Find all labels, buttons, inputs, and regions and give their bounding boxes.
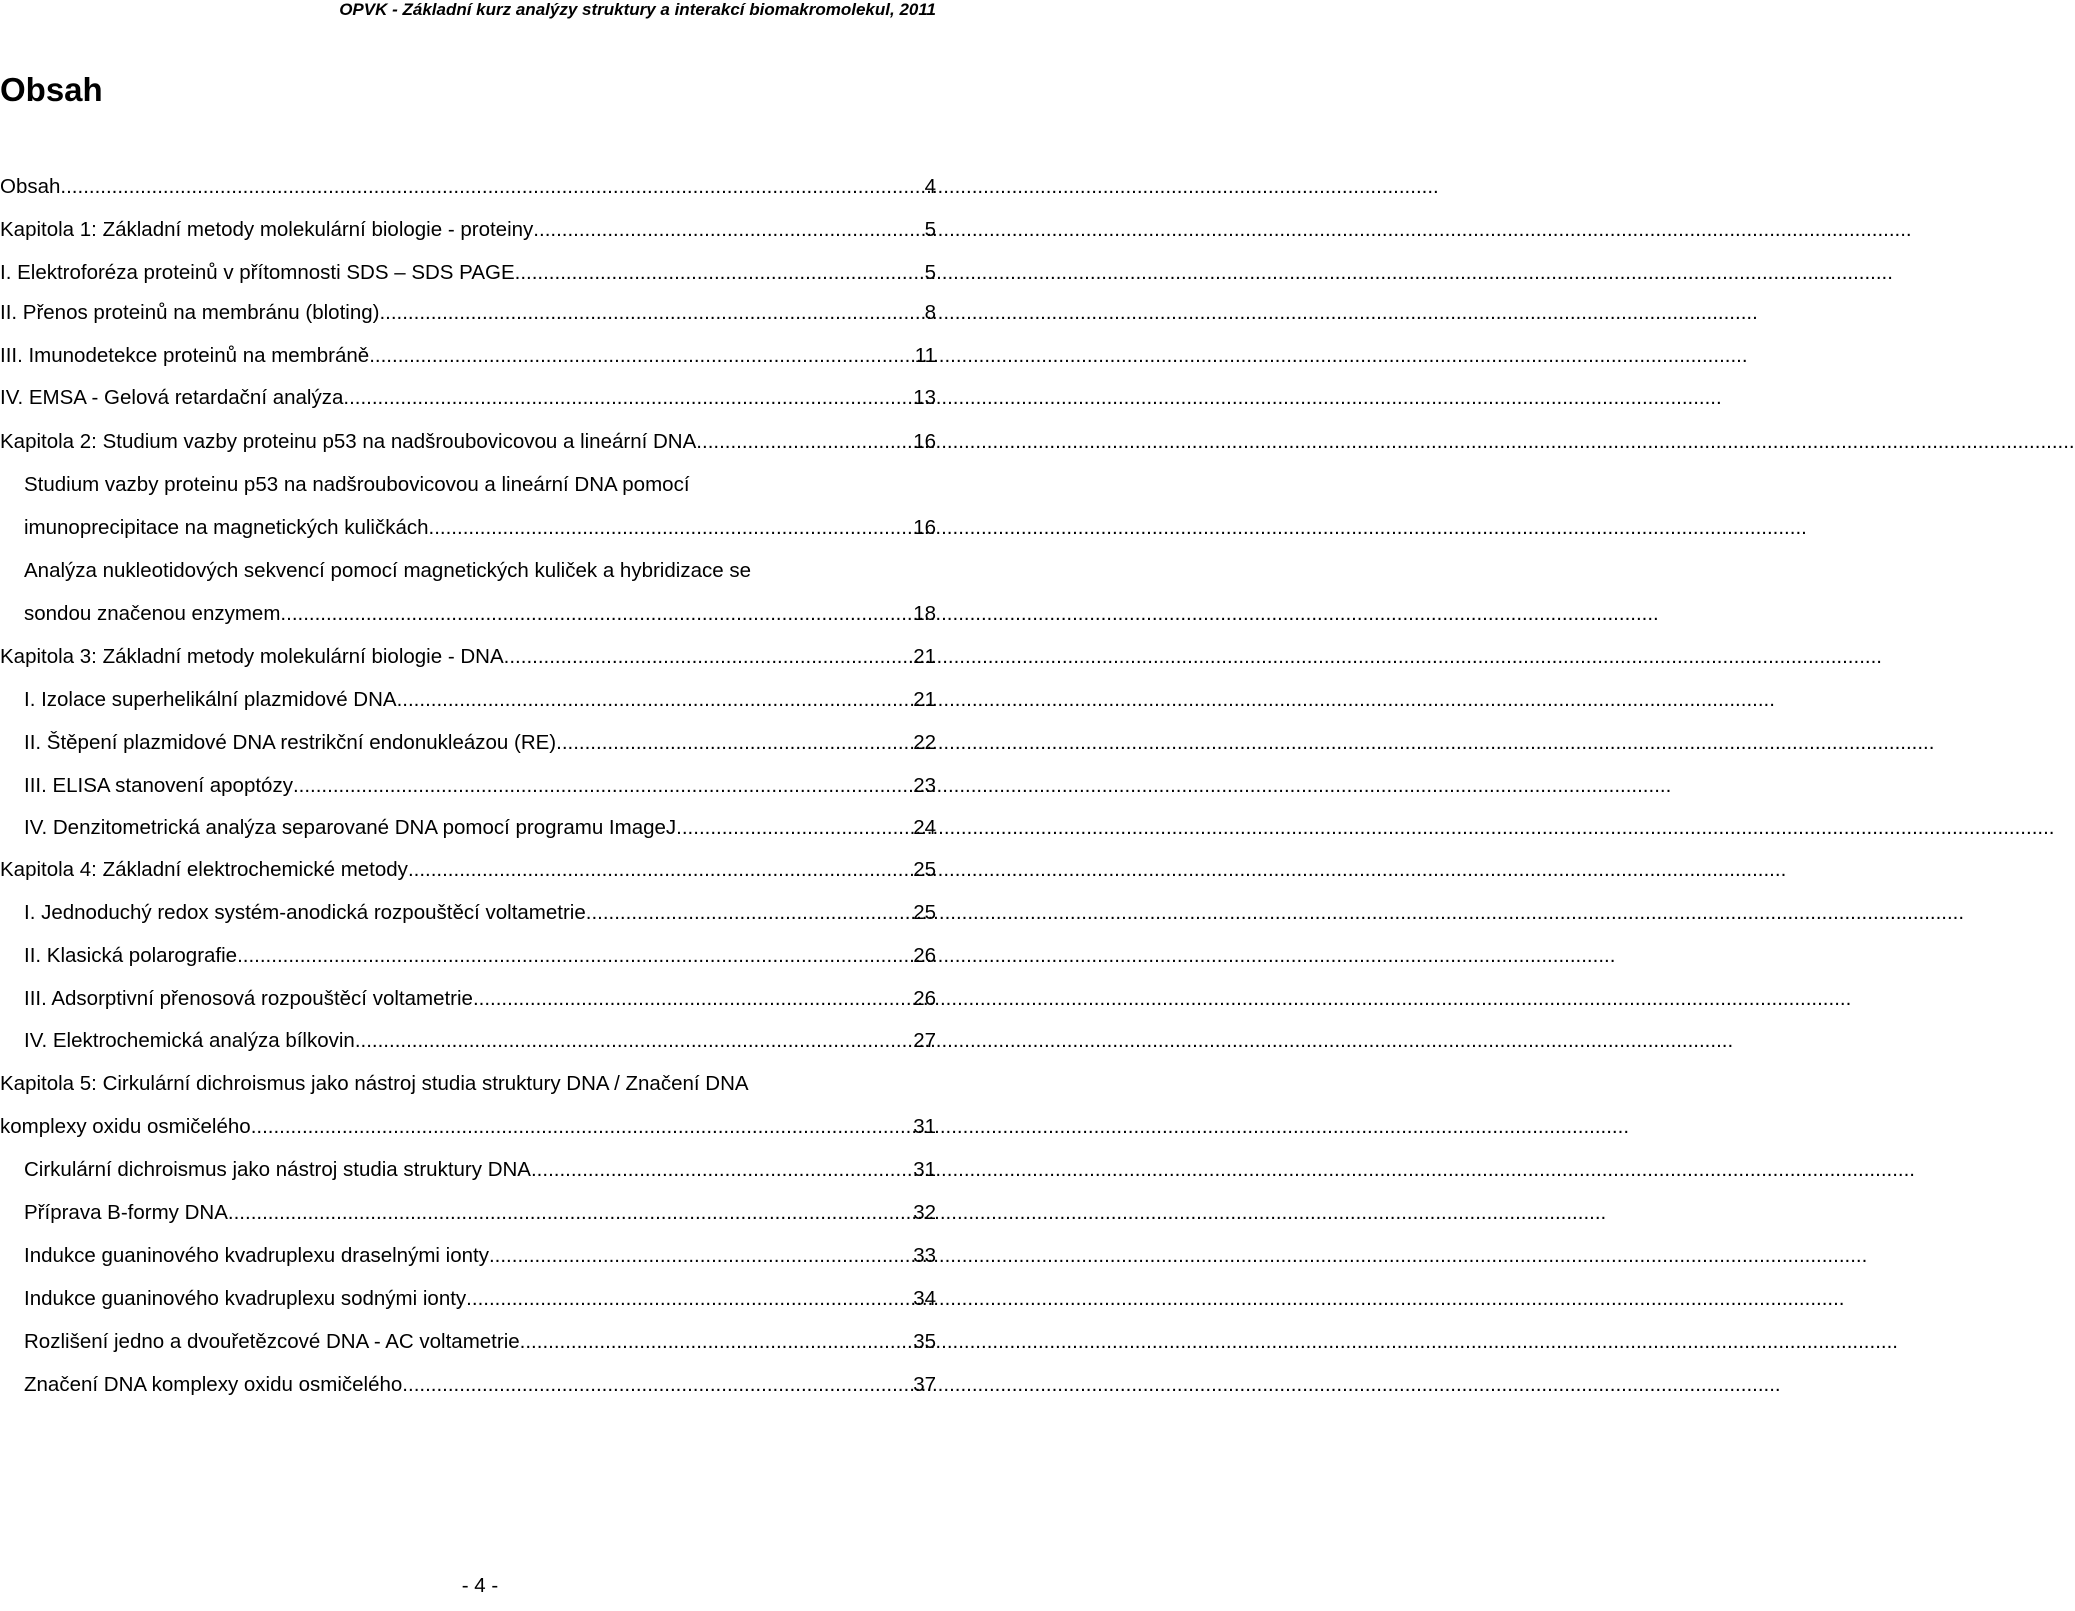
- toc-entry[interactable]: [0, 1026, 936, 1056]
- toc-entry-label: Indukce guaninového kvadruplexu sodnými ionty: [24, 1287, 467, 1310]
- toc-entry[interactable]: [0, 172, 936, 202]
- toc-entry[interactable]: [0, 383, 936, 413]
- toc-page-number: 16: [913, 430, 936, 453]
- dot-leader: [408, 855, 909, 885]
- toc-entry-label: Značení DNA komplexy oxidu osmičelého: [24, 1373, 403, 1396]
- toc-entry-line: Analýza nukleotidových sekvencí pomocí magnetických kuliček a hybridizace se: [24, 559, 751, 582]
- toc-entry[interactable]: [0, 1284, 936, 1314]
- toc-entry[interactable]: [0, 1198, 936, 1228]
- toc-page-number: 8: [924, 301, 936, 324]
- toc-page-number: 5: [924, 261, 936, 284]
- toc-entry[interactable]: [0, 898, 936, 928]
- toc-entry[interactable]: [0, 685, 936, 715]
- toc-page-number: 25: [913, 901, 936, 924]
- toc-entry-line: Kapitola 5: Cirkulární dichroismus jako nástroj studia struktury DNA / Značení DNA: [0, 1072, 749, 1095]
- toc-entry-line: Studium vazby proteinu p53 na nadšroubovicovou a lineární DNA pomocí: [24, 473, 690, 496]
- dot-leader: [402, 1370, 909, 1400]
- toc-entry-label: II. Štěpení plazmidové DNA restrikční endonukleázou (RE): [24, 731, 557, 754]
- toc-page-number: 23: [913, 774, 936, 797]
- toc-entry-label: Obsah: [0, 175, 61, 198]
- toc-entry-label: II. Klasická polarografie: [24, 944, 238, 967]
- dot-leader: [355, 1026, 909, 1056]
- toc-entry-label: IV. EMSA - Gelová retardační analýza: [0, 386, 344, 409]
- toc-entry-label: III. Adsorptivní přenosová rozpouštěcí voltametrie: [24, 987, 473, 1010]
- dot-leader: [293, 771, 909, 801]
- toc-page-number: 31: [913, 1158, 936, 1181]
- toc-page-number: 35: [913, 1330, 936, 1353]
- toc-page-number: 16: [913, 516, 936, 539]
- dot-leader: [473, 984, 909, 1014]
- toc-page-number: 31: [913, 1115, 936, 1138]
- toc-entry-label: Kapitola 2: Studium vazby proteinu p53 na nadšroubovicovou a lineární DNA: [0, 430, 697, 453]
- dot-leader: [60, 172, 920, 202]
- toc-page-number: 21: [913, 645, 936, 668]
- dot-leader: [379, 298, 920, 328]
- toc-page-number: 4: [924, 175, 936, 198]
- toc-entry-label: imunoprecipitace na magnetických kuličkách: [24, 516, 429, 539]
- dot-leader: [228, 1198, 909, 1228]
- toc-entry[interactable]: [0, 728, 936, 758]
- toc-entry[interactable]: [0, 341, 936, 371]
- toc-page-number: 22: [913, 731, 936, 754]
- toc-entry-label: Kapitola 1: Základní metody molekulární biologie - proteiny: [0, 218, 534, 241]
- dot-leader: [489, 1241, 909, 1271]
- toc-entry[interactable]: [0, 215, 936, 245]
- dot-leader: [537, 1155, 910, 1185]
- toc-entry[interactable]: [0, 513, 936, 543]
- toc-page-number: 24: [913, 816, 936, 839]
- dot-leader: [466, 1284, 909, 1314]
- toc-entry-label: Cirkulární dichroismus jako nástroj studia struktury DNA.: [24, 1158, 537, 1181]
- toc-page-number: 26: [913, 944, 936, 967]
- toc-entry[interactable]: [0, 813, 936, 843]
- toc-entry-label: II. Přenos proteinů na membránu (bloting): [0, 301, 380, 324]
- toc-page-number: 26: [913, 987, 936, 1010]
- toc-page-number: 5: [924, 218, 936, 241]
- toc-entry-label: Kapitola 4: Základní elektrochemické metody: [0, 858, 408, 881]
- toc-entry-label: III. ELISA stanovení apoptózy: [24, 774, 293, 797]
- running-header: OPVK - Základní kurz analýzy struktury a interakcí biomakromolekul, 2011: [339, 0, 936, 19]
- dot-leader: [369, 341, 911, 371]
- toc-entry-label: I. Elektroforéza proteinů v přítomnosti SDS – SDS PAGE: [0, 261, 515, 284]
- dot-leader: [520, 1327, 910, 1357]
- dot-leader: [533, 215, 920, 245]
- toc-entry[interactable]: [0, 1155, 936, 1185]
- dot-leader: [343, 383, 909, 413]
- table-of-contents: [0, 0, 960, 1500]
- toc-entry[interactable]: [0, 258, 936, 288]
- toc-page-number: 21: [913, 688, 936, 711]
- toc-entry[interactable]: [0, 1241, 936, 1271]
- toc-entry-label: Rozlišení jedno a dvouřetězcové DNA - AC voltametrie: [24, 1330, 520, 1353]
- toc-page-number: 11: [914, 344, 936, 367]
- toc-entry-label: Indukce guaninového kvadruplexu draselnými ionty: [24, 1244, 489, 1267]
- toc-entry-label: I. Izolace superhelikální plazmidové DNA: [24, 688, 397, 711]
- toc-entry[interactable]: [0, 427, 936, 457]
- dot-leader: [515, 258, 921, 288]
- toc-entry[interactable]: [0, 984, 936, 1014]
- dot-leader: [556, 728, 909, 758]
- toc-page-number: 33: [913, 1244, 936, 1267]
- dot-leader: [696, 427, 909, 457]
- toc-entry-label: sondou značenou enzymem: [24, 602, 281, 625]
- toc-page-number: 37: [913, 1373, 936, 1396]
- toc-page-number: 32: [913, 1201, 936, 1224]
- toc-entry[interactable]: [0, 1370, 936, 1400]
- dot-leader: [251, 1112, 910, 1142]
- toc-entry-label: Příprava B-formy DNA: [24, 1201, 228, 1224]
- toc-entry[interactable]: [0, 771, 936, 801]
- toc-entry-label: I. Jednoduchý redox systém-anodická rozpouštěcí voltametrie: [24, 901, 586, 924]
- toc-entry[interactable]: [0, 298, 936, 328]
- toc-entry-label: Kapitola 3: Základní metody molekulární biologie - DNA: [0, 645, 504, 668]
- dot-leader: [237, 941, 909, 971]
- toc-entry[interactable]: [0, 642, 936, 672]
- toc-page-number: 18: [913, 602, 936, 625]
- dot-leader: [397, 685, 910, 715]
- toc-entry[interactable]: [0, 855, 936, 885]
- toc-entry-label: komplexy oxidu osmičelého: [0, 1115, 251, 1138]
- toc-entry-label: IV. Denzitometrická analýza separované DNA pomocí programu ImageJ: [24, 816, 677, 839]
- toc-entry[interactable]: [0, 1327, 936, 1357]
- toc-entry-label: IV. Elektrochemická analýza bílkovin: [24, 1029, 355, 1052]
- toc-page-number: 34: [913, 1287, 936, 1310]
- page-title: Obsah: [0, 71, 103, 108]
- toc-entry[interactable]: [0, 941, 936, 971]
- dot-leader: [504, 642, 910, 672]
- toc-entry-label: III. Imunodetekce proteinů na membráně: [0, 344, 370, 367]
- dot-leader: [280, 599, 909, 629]
- toc-page-number: 25: [913, 858, 936, 881]
- dot-leader: [586, 898, 909, 928]
- toc-entry[interactable]: [0, 1112, 936, 1142]
- toc-page-number: 27: [913, 1029, 936, 1052]
- toc-page-number: 13: [913, 386, 936, 409]
- dot-leader: [676, 813, 909, 843]
- toc-entry[interactable]: [0, 599, 936, 629]
- dot-leader: [429, 513, 910, 543]
- page-footer-number: - 4 -: [461, 1574, 499, 1597]
